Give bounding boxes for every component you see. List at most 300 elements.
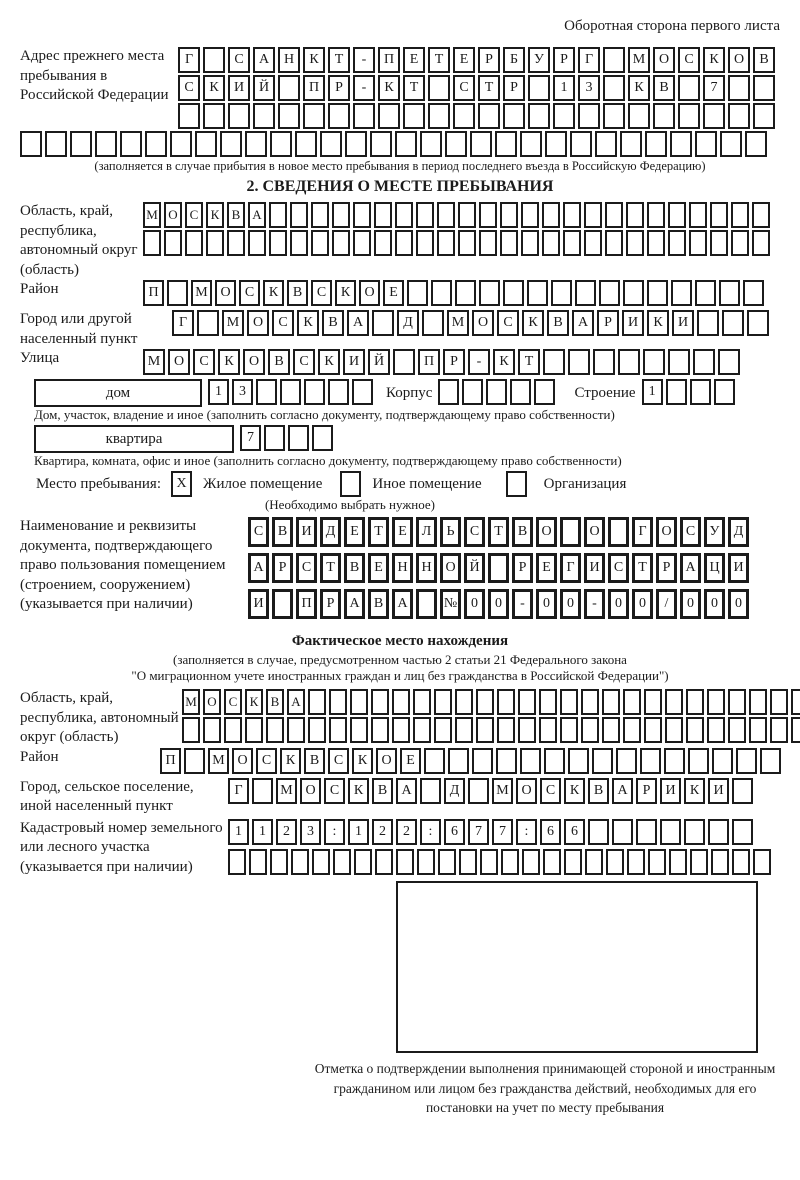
char-cell[interactable]	[416, 202, 434, 228]
char-cell[interactable]	[518, 689, 536, 715]
residential-checkbox[interactable]: X	[171, 471, 192, 497]
char-cell[interactable]: 3	[300, 819, 321, 845]
char-cell[interactable]	[599, 280, 620, 306]
char-cell[interactable]: О	[656, 517, 677, 547]
char-cell[interactable]: К	[297, 310, 319, 336]
char-cell[interactable]	[453, 103, 475, 129]
char-cell[interactable]: М	[208, 748, 229, 774]
char-cell[interactable]	[563, 230, 581, 256]
char-cell[interactable]	[416, 589, 437, 619]
char-cell[interactable]	[407, 280, 428, 306]
char-cell[interactable]: М	[447, 310, 469, 336]
char-cell[interactable]	[695, 280, 716, 306]
char-cell[interactable]: №	[440, 589, 461, 619]
char-cell[interactable]	[395, 230, 413, 256]
char-cell[interactable]	[603, 103, 625, 129]
char-cell[interactable]	[458, 230, 476, 256]
char-cell[interactable]: -	[584, 589, 605, 619]
char-cell[interactable]	[503, 103, 525, 129]
char-cell[interactable]	[352, 379, 373, 405]
char-cell[interactable]: С	[293, 349, 315, 375]
char-cell[interactable]	[722, 310, 744, 336]
char-cell[interactable]: С	[256, 748, 277, 774]
char-cell[interactable]: 0	[704, 589, 725, 619]
char-cell[interactable]: С	[464, 517, 485, 547]
char-cell[interactable]: К	[206, 202, 224, 228]
char-cell[interactable]	[227, 230, 245, 256]
char-cell[interactable]	[749, 717, 767, 743]
char-cell[interactable]	[564, 849, 582, 875]
char-cell[interactable]	[184, 748, 205, 774]
char-cell[interactable]	[669, 849, 687, 875]
char-cell[interactable]	[203, 103, 225, 129]
char-cell[interactable]	[145, 131, 167, 157]
char-cell[interactable]: Д	[397, 310, 419, 336]
char-cell[interactable]	[182, 717, 200, 743]
char-cell[interactable]: И	[228, 75, 250, 101]
char-cell[interactable]	[510, 379, 531, 405]
char-cell[interactable]	[308, 717, 326, 743]
char-cell[interactable]	[520, 131, 542, 157]
char-cell[interactable]	[623, 280, 644, 306]
char-cell[interactable]: Е	[536, 553, 557, 583]
char-cell[interactable]: С	[224, 689, 242, 715]
char-cell[interactable]	[374, 230, 392, 256]
char-cell[interactable]	[581, 689, 599, 715]
char-cell[interactable]	[732, 778, 753, 804]
char-cell[interactable]	[636, 819, 657, 845]
char-cell[interactable]: И	[584, 553, 605, 583]
char-cell[interactable]: Р	[597, 310, 619, 336]
char-cell[interactable]: Е	[368, 553, 389, 583]
char-cell[interactable]	[690, 379, 711, 405]
char-cell[interactable]	[479, 202, 497, 228]
char-cell[interactable]: С	[193, 349, 215, 375]
char-cell[interactable]: Т	[488, 517, 509, 547]
char-cell[interactable]: О	[359, 280, 380, 306]
char-cell[interactable]: О	[653, 47, 675, 73]
char-cell[interactable]: К	[203, 75, 225, 101]
char-cell[interactable]: Л	[416, 517, 437, 547]
char-cell[interactable]	[686, 689, 704, 715]
char-cell[interactable]	[560, 689, 578, 715]
char-cell[interactable]: 0	[488, 589, 509, 619]
char-cell[interactable]: С	[296, 553, 317, 583]
char-cell[interactable]: К	[263, 280, 284, 306]
other-premise-checkbox[interactable]	[340, 471, 361, 497]
char-cell[interactable]	[345, 131, 367, 157]
char-cell[interactable]: В	[588, 778, 609, 804]
char-cell[interactable]	[486, 379, 507, 405]
char-cell[interactable]	[647, 230, 665, 256]
char-cell[interactable]	[95, 131, 117, 157]
char-cell[interactable]	[434, 689, 452, 715]
char-cell[interactable]	[438, 379, 459, 405]
char-cell[interactable]: И	[296, 517, 317, 547]
char-cell[interactable]: О	[168, 349, 190, 375]
char-cell[interactable]	[626, 230, 644, 256]
char-cell[interactable]	[312, 425, 333, 451]
char-cell[interactable]: -	[353, 47, 375, 73]
char-cell[interactable]	[714, 379, 735, 405]
char-cell[interactable]: Е	[383, 280, 404, 306]
organization-checkbox[interactable]	[506, 471, 527, 497]
char-cell[interactable]	[417, 849, 435, 875]
char-cell[interactable]	[203, 717, 221, 743]
char-cell[interactable]	[542, 230, 560, 256]
char-cell[interactable]	[422, 310, 444, 336]
char-cell[interactable]	[462, 379, 483, 405]
char-cell[interactable]	[760, 748, 781, 774]
char-cell[interactable]	[747, 310, 769, 336]
char-cell[interactable]	[689, 202, 707, 228]
char-cell[interactable]: В	[272, 517, 293, 547]
char-cell[interactable]: В	[372, 778, 393, 804]
char-cell[interactable]	[543, 849, 561, 875]
char-cell[interactable]: С	[178, 75, 200, 101]
char-cell[interactable]	[413, 717, 431, 743]
char-cell[interactable]: Е	[344, 517, 365, 547]
char-cell[interactable]: 2	[276, 819, 297, 845]
char-cell[interactable]	[608, 517, 629, 547]
char-cell[interactable]	[329, 717, 347, 743]
char-cell[interactable]	[378, 103, 400, 129]
char-cell[interactable]: :	[324, 819, 345, 845]
char-cell[interactable]	[647, 202, 665, 228]
char-cell[interactable]	[728, 717, 746, 743]
char-cell[interactable]	[396, 849, 414, 875]
char-cell[interactable]: М	[191, 280, 212, 306]
char-cell[interactable]	[280, 379, 301, 405]
char-cell[interactable]	[732, 849, 750, 875]
char-cell[interactable]	[497, 717, 515, 743]
char-cell[interactable]: -	[512, 589, 533, 619]
char-cell[interactable]: В	[368, 589, 389, 619]
char-cell[interactable]	[671, 280, 692, 306]
char-cell[interactable]: Д	[728, 517, 749, 547]
char-cell[interactable]	[665, 689, 683, 715]
char-cell[interactable]: 0	[680, 589, 701, 619]
char-cell[interactable]: Т	[632, 553, 653, 583]
char-cell[interactable]: Д	[320, 517, 341, 547]
char-cell[interactable]	[527, 280, 548, 306]
char-cell[interactable]	[728, 75, 750, 101]
char-cell[interactable]: Т	[428, 47, 450, 73]
apartment-type-field[interactable]	[34, 425, 234, 453]
char-cell[interactable]	[438, 849, 456, 875]
char-cell[interactable]	[312, 849, 330, 875]
char-cell[interactable]	[575, 280, 596, 306]
char-cell[interactable]: Р	[328, 75, 350, 101]
char-cell[interactable]: Н	[416, 553, 437, 583]
char-cell[interactable]	[500, 202, 518, 228]
char-cell[interactable]: С	[324, 778, 345, 804]
char-cell[interactable]	[542, 202, 560, 228]
char-cell[interactable]: О	[440, 553, 461, 583]
char-cell[interactable]	[445, 131, 467, 157]
char-cell[interactable]	[308, 689, 326, 715]
char-cell[interactable]	[707, 689, 725, 715]
char-cell[interactable]	[143, 230, 161, 256]
char-cell[interactable]	[539, 689, 557, 715]
char-cell[interactable]: К	[647, 310, 669, 336]
char-cell[interactable]	[528, 75, 550, 101]
char-cell[interactable]	[392, 717, 410, 743]
char-cell[interactable]	[480, 849, 498, 875]
char-cell[interactable]: /	[656, 589, 677, 619]
char-cell[interactable]: В	[287, 280, 308, 306]
char-cell[interactable]	[416, 230, 434, 256]
char-cell[interactable]	[479, 230, 497, 256]
char-cell[interactable]: К	[245, 689, 263, 715]
char-cell[interactable]: М	[492, 778, 513, 804]
char-cell[interactable]	[468, 778, 489, 804]
char-cell[interactable]: 1	[252, 819, 273, 845]
char-cell[interactable]: И	[622, 310, 644, 336]
char-cell[interactable]	[689, 230, 707, 256]
char-cell[interactable]: Г	[632, 517, 653, 547]
char-cell[interactable]: -	[468, 349, 490, 375]
char-cell[interactable]	[719, 280, 740, 306]
char-cell[interactable]	[753, 103, 775, 129]
char-cell[interactable]	[420, 778, 441, 804]
char-cell[interactable]: 1	[642, 379, 663, 405]
char-cell[interactable]	[328, 103, 350, 129]
char-cell[interactable]: 0	[464, 589, 485, 619]
char-cell[interactable]	[543, 349, 565, 375]
char-cell[interactable]	[503, 280, 524, 306]
char-cell[interactable]	[197, 310, 219, 336]
char-cell[interactable]	[645, 131, 667, 157]
char-cell[interactable]	[703, 103, 725, 129]
char-cell[interactable]: Р	[443, 349, 465, 375]
char-cell[interactable]	[522, 849, 540, 875]
char-cell[interactable]	[753, 75, 775, 101]
char-cell[interactable]	[668, 230, 686, 256]
char-cell[interactable]	[206, 230, 224, 256]
char-cell[interactable]: О	[232, 748, 253, 774]
char-cell[interactable]: 7	[468, 819, 489, 845]
char-cell[interactable]	[718, 349, 740, 375]
char-cell[interactable]	[708, 819, 729, 845]
char-cell[interactable]: И	[343, 349, 365, 375]
char-cell[interactable]: Б	[503, 47, 525, 73]
char-cell[interactable]	[518, 717, 536, 743]
char-cell[interactable]	[770, 717, 788, 743]
char-cell[interactable]	[602, 689, 620, 715]
char-cell[interactable]	[178, 103, 200, 129]
char-cell[interactable]	[592, 748, 613, 774]
char-cell[interactable]: А	[248, 553, 269, 583]
char-cell[interactable]: Г	[560, 553, 581, 583]
char-cell[interactable]: 6	[540, 819, 561, 845]
char-cell[interactable]: И	[708, 778, 729, 804]
char-cell[interactable]: У	[528, 47, 550, 73]
char-cell[interactable]	[588, 819, 609, 845]
char-cell[interactable]	[593, 349, 615, 375]
char-cell[interactable]	[500, 230, 518, 256]
char-cell[interactable]: Т	[518, 349, 540, 375]
char-cell[interactable]	[350, 717, 368, 743]
char-cell[interactable]: Т	[368, 517, 389, 547]
char-cell[interactable]	[228, 103, 250, 129]
char-cell[interactable]	[732, 819, 753, 845]
char-cell[interactable]	[568, 349, 590, 375]
char-cell[interactable]	[603, 75, 625, 101]
char-cell[interactable]	[668, 349, 690, 375]
char-cell[interactable]	[605, 202, 623, 228]
char-cell[interactable]	[521, 230, 539, 256]
char-cell[interactable]: 1	[348, 819, 369, 845]
char-cell[interactable]: К	[318, 349, 340, 375]
char-cell[interactable]	[287, 717, 305, 743]
char-cell[interactable]	[521, 202, 539, 228]
char-cell[interactable]	[647, 280, 668, 306]
char-cell[interactable]	[264, 425, 285, 451]
char-cell[interactable]	[731, 202, 749, 228]
char-cell[interactable]	[712, 748, 733, 774]
char-cell[interactable]	[20, 131, 42, 157]
char-cell[interactable]	[245, 131, 267, 157]
char-cell[interactable]	[585, 849, 603, 875]
char-cell[interactable]: С	[185, 202, 203, 228]
char-cell[interactable]	[290, 230, 308, 256]
char-cell[interactable]	[534, 379, 555, 405]
char-cell[interactable]	[428, 75, 450, 101]
char-cell[interactable]	[752, 230, 770, 256]
char-cell[interactable]	[455, 689, 473, 715]
char-cell[interactable]	[664, 748, 685, 774]
char-cell[interactable]: Т	[328, 47, 350, 73]
char-cell[interactable]: Т	[320, 553, 341, 583]
char-cell[interactable]	[693, 349, 715, 375]
char-cell[interactable]: Г	[178, 47, 200, 73]
char-cell[interactable]	[620, 131, 642, 157]
char-cell[interactable]	[497, 689, 515, 715]
char-cell[interactable]	[595, 131, 617, 157]
char-cell[interactable]	[665, 717, 683, 743]
char-cell[interactable]: С	[608, 553, 629, 583]
char-cell[interactable]	[370, 131, 392, 157]
char-cell[interactable]	[551, 280, 572, 306]
char-cell[interactable]: О	[376, 748, 397, 774]
char-cell[interactable]	[553, 103, 575, 129]
char-cell[interactable]: А	[287, 689, 305, 715]
char-cell[interactable]	[643, 349, 665, 375]
char-cell[interactable]	[266, 717, 284, 743]
char-cell[interactable]: П	[418, 349, 440, 375]
char-cell[interactable]: О	[203, 689, 221, 715]
char-cell[interactable]	[644, 689, 662, 715]
char-cell[interactable]	[476, 717, 494, 743]
char-cell[interactable]: К	[378, 75, 400, 101]
char-cell[interactable]	[328, 379, 349, 405]
char-cell[interactable]	[686, 717, 704, 743]
char-cell[interactable]	[185, 230, 203, 256]
char-cell[interactable]: О	[472, 310, 494, 336]
char-cell[interactable]: У	[704, 517, 725, 547]
char-cell[interactable]	[304, 379, 325, 405]
char-cell[interactable]	[707, 717, 725, 743]
char-cell[interactable]: Р	[553, 47, 575, 73]
char-cell[interactable]: Р	[478, 47, 500, 73]
char-cell[interactable]	[428, 103, 450, 129]
char-cell[interactable]	[353, 103, 375, 129]
char-cell[interactable]	[743, 280, 764, 306]
house-type-field[interactable]	[34, 379, 202, 407]
char-cell[interactable]	[578, 103, 600, 129]
char-cell[interactable]: К	[684, 778, 705, 804]
char-cell[interactable]	[560, 517, 581, 547]
char-cell[interactable]	[640, 748, 661, 774]
char-cell[interactable]	[395, 202, 413, 228]
char-cell[interactable]: М	[276, 778, 297, 804]
char-cell[interactable]	[728, 689, 746, 715]
char-cell[interactable]	[288, 425, 309, 451]
char-cell[interactable]	[164, 230, 182, 256]
char-cell[interactable]	[603, 47, 625, 73]
char-cell[interactable]: С	[453, 75, 475, 101]
char-cell[interactable]	[371, 689, 389, 715]
char-cell[interactable]	[353, 202, 371, 228]
char-cell[interactable]: П	[143, 280, 164, 306]
char-cell[interactable]	[616, 748, 637, 774]
char-cell[interactable]: Й	[464, 553, 485, 583]
char-cell[interactable]	[648, 849, 666, 875]
char-cell[interactable]	[660, 819, 681, 845]
char-cell[interactable]	[311, 202, 329, 228]
char-cell[interactable]	[455, 280, 476, 306]
char-cell[interactable]	[374, 202, 392, 228]
char-cell[interactable]: О	[247, 310, 269, 336]
char-cell[interactable]: В	[344, 553, 365, 583]
char-cell[interactable]	[711, 849, 729, 875]
char-cell[interactable]	[291, 849, 309, 875]
char-cell[interactable]: О	[516, 778, 537, 804]
char-cell[interactable]: 1	[553, 75, 575, 101]
char-cell[interactable]: К	[703, 47, 725, 73]
char-cell[interactable]	[459, 849, 477, 875]
char-cell[interactable]: 7	[703, 75, 725, 101]
char-cell[interactable]	[791, 717, 800, 743]
char-cell[interactable]: К	[348, 778, 369, 804]
char-cell[interactable]: Г	[578, 47, 600, 73]
char-cell[interactable]: К	[493, 349, 515, 375]
char-cell[interactable]	[678, 103, 700, 129]
char-cell[interactable]: К	[522, 310, 544, 336]
char-cell[interactable]	[354, 849, 372, 875]
char-cell[interactable]	[627, 849, 645, 875]
char-cell[interactable]	[618, 349, 640, 375]
char-cell[interactable]	[678, 75, 700, 101]
char-cell[interactable]	[437, 230, 455, 256]
char-cell[interactable]	[455, 717, 473, 743]
char-cell[interactable]: Р	[503, 75, 525, 101]
char-cell[interactable]	[295, 131, 317, 157]
char-cell[interactable]: С	[497, 310, 519, 336]
char-cell[interactable]: О	[243, 349, 265, 375]
char-cell[interactable]	[752, 202, 770, 228]
char-cell[interactable]: 3	[578, 75, 600, 101]
char-cell[interactable]: Н	[392, 553, 413, 583]
char-cell[interactable]	[170, 131, 192, 157]
char-cell[interactable]: П	[378, 47, 400, 73]
char-cell[interactable]: 3	[232, 379, 253, 405]
char-cell[interactable]	[568, 748, 589, 774]
char-cell[interactable]	[120, 131, 142, 157]
char-cell[interactable]: 1	[228, 819, 249, 845]
char-cell[interactable]	[303, 103, 325, 129]
